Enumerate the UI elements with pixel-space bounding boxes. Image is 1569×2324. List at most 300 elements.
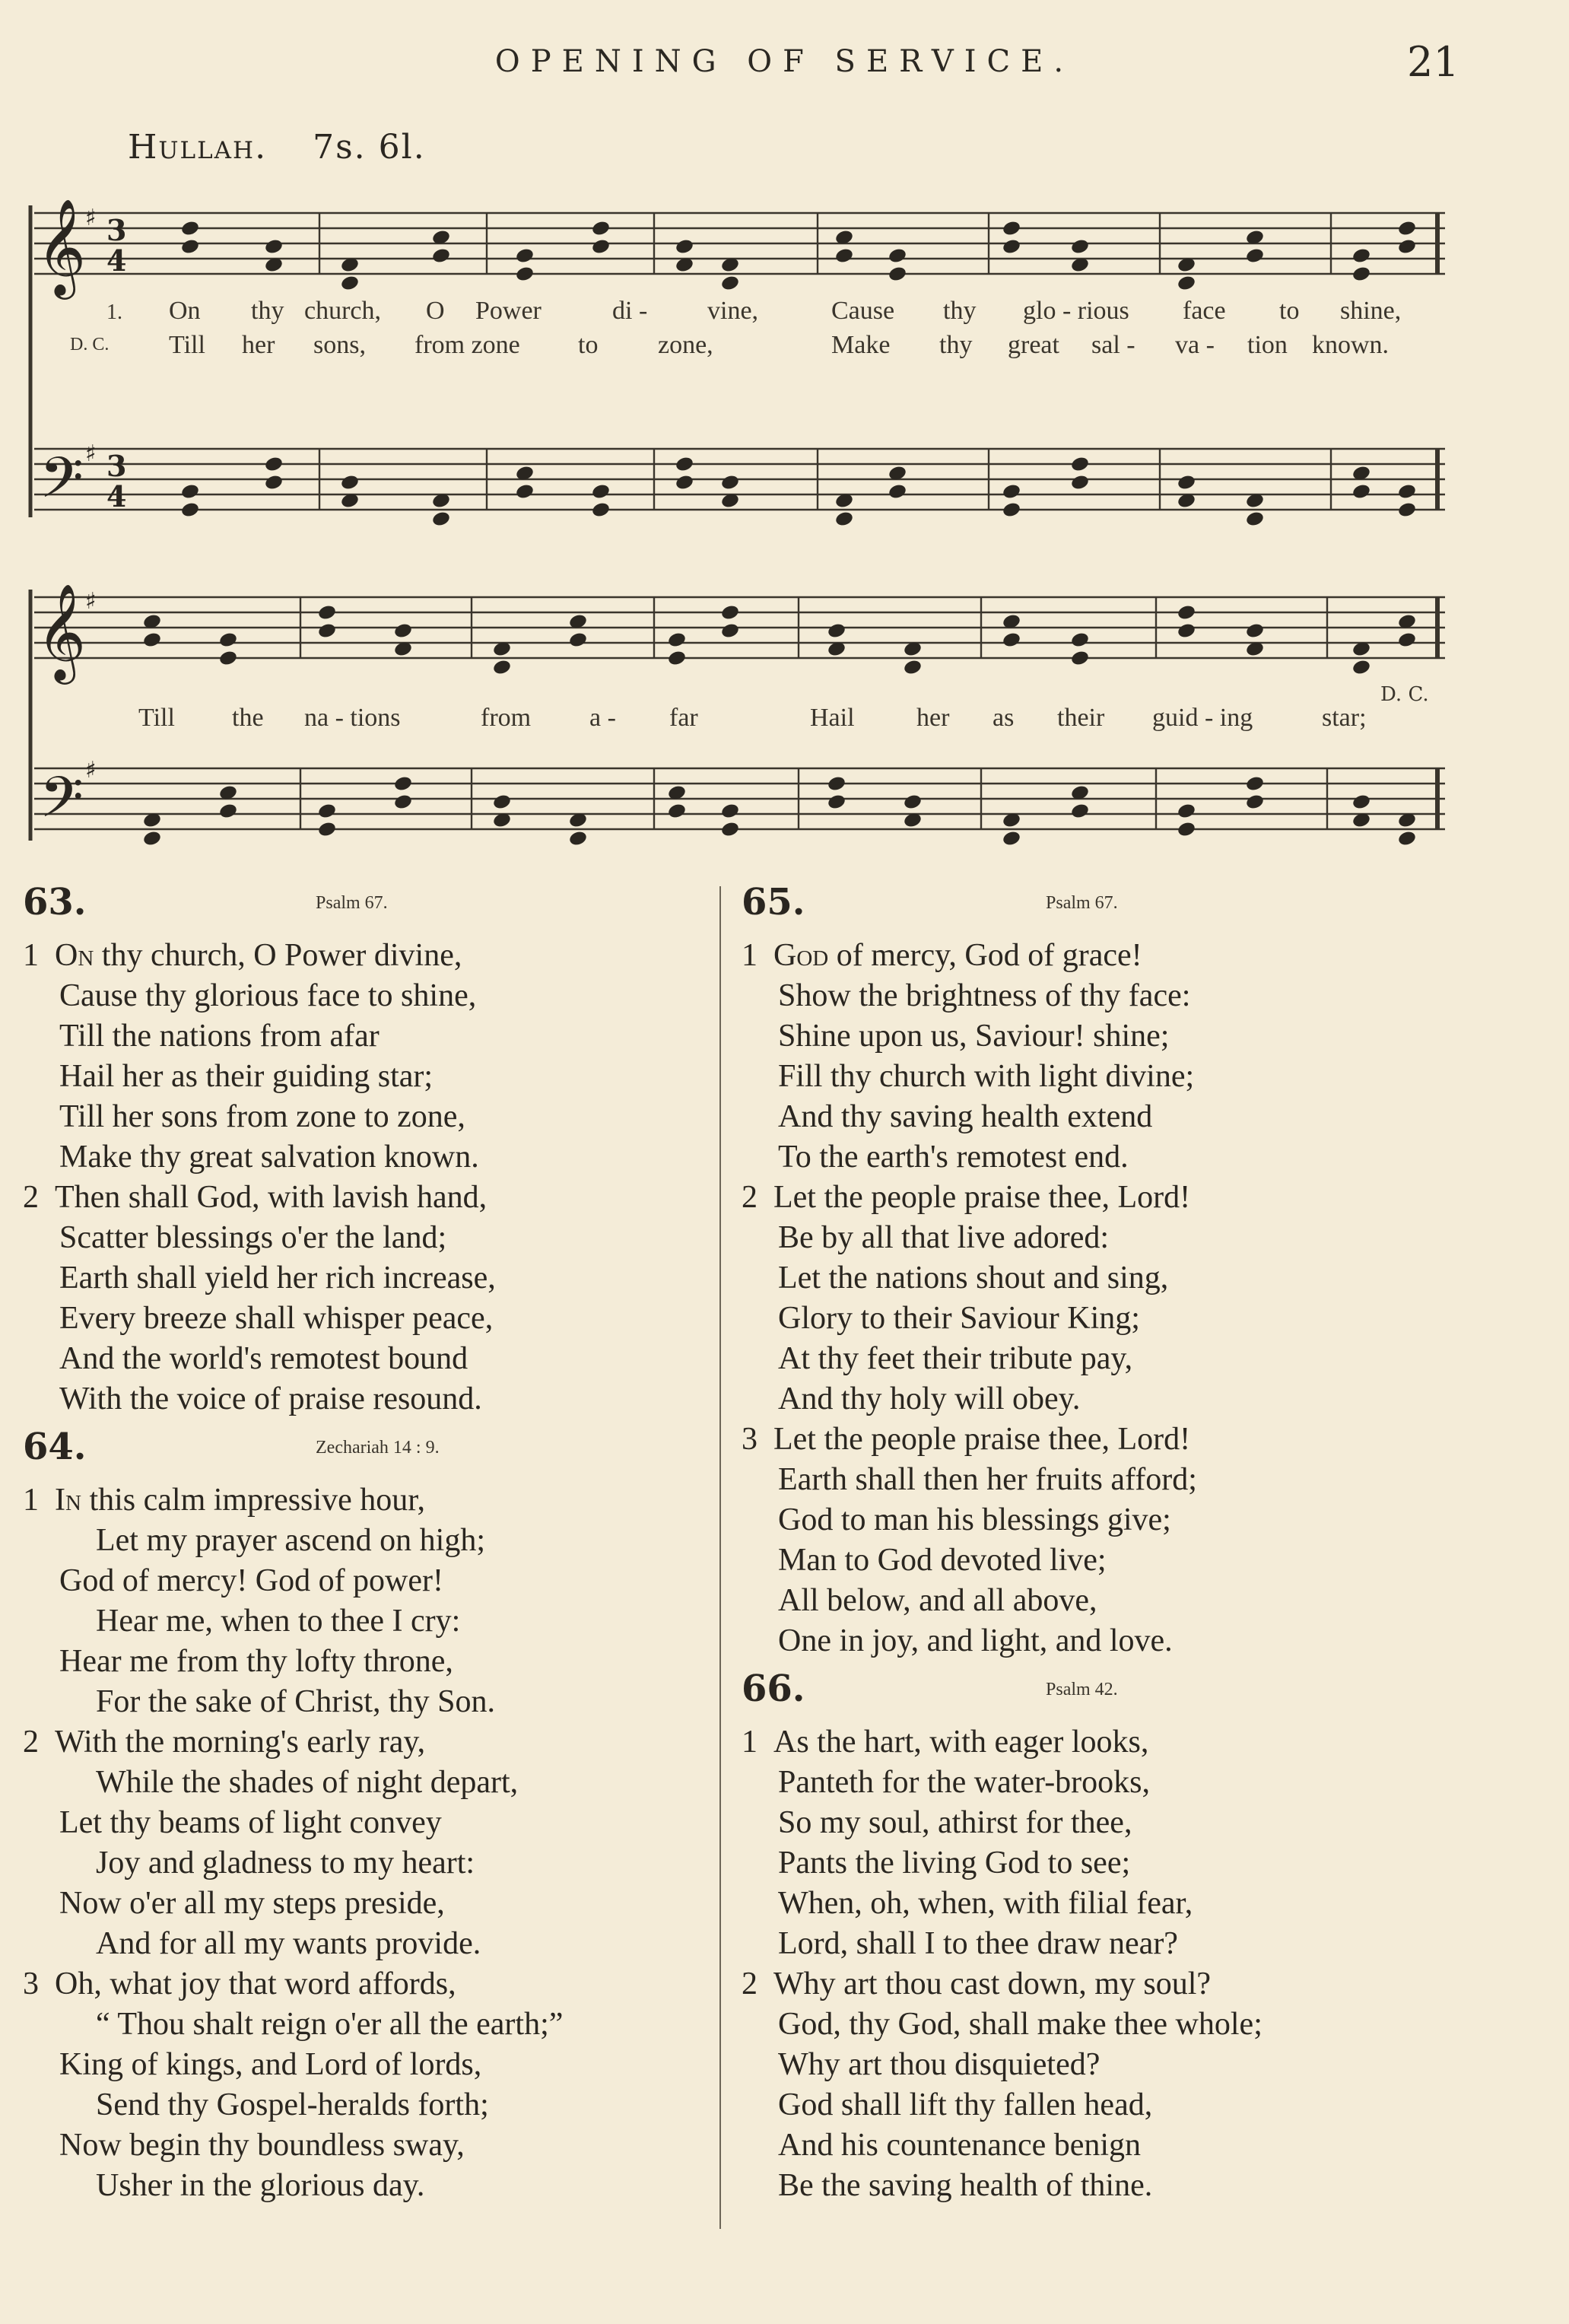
hymn-line-text: Usher in the glorious day. [96,2168,425,2203]
hymn-line [742,1803,1441,1843]
hymn-line [742,1581,1441,1621]
hymn-line-text: For the sake of Christ, thy Son. [96,1684,495,1719]
hymn-line [23,1964,730,2004]
music-score [0,0,1569,875]
notehead [1397,483,1417,501]
first-word: On [55,938,94,973]
notehead [1070,238,1090,256]
hymn-line [23,1803,730,1843]
hymn-line [23,1299,730,1339]
notehead [1397,238,1417,256]
hymn-line-text: Earth shall yield her rich increase, [59,1261,496,1296]
notehead [1397,501,1417,519]
notehead [1177,275,1196,292]
hymn-line [742,976,1441,1016]
hymn-line [742,1097,1441,1137]
hymn-line [742,1137,1441,1178]
hymn-line-text: Fill thy church with light divine; [778,1059,1195,1094]
hymn-line [742,1763,1441,1803]
lyric-syllable: Make [831,331,891,359]
hymn-line-text: So my soul, athirst for thee, [778,1805,1132,1840]
lyric-syllable: shine, [1340,297,1402,325]
hymn-line [742,1924,1441,1964]
hymn-line [742,1964,1441,2004]
hymn-line-text: And for all my wants provide. [96,1926,481,1961]
hymn-line [742,2045,1441,2085]
notehead [180,220,200,237]
lyric-syllable: Power [475,297,542,325]
hymn-line [742,1884,1441,1924]
notehead [1070,803,1090,820]
hymn-line-text: Let the people praise thee, Lord! [773,1180,1191,1215]
hymn-line-text: Why art thou cast down, my soul? [773,1966,1212,2001]
lyric-syllable: from zone [414,331,520,359]
lyric-syllable: Till [138,704,175,732]
hymn-line [23,1178,730,1218]
hymn-line-text: Let my prayer ascend on high; [96,1523,485,1558]
hymn-line [742,1500,1441,1540]
dc-mark-system2: D. C. [1380,683,1429,706]
notehead [827,793,846,811]
hymn-line [23,2166,730,2206]
notehead [1351,483,1371,501]
hymn-line [23,1843,730,1884]
hymn-line [23,1924,730,1964]
hymn-line [742,2085,1441,2125]
hymn-line-text: And his countenance benign [778,2128,1142,2163]
notehead [393,793,413,811]
notehead [142,830,162,847]
stanza-number: 2 [23,1725,39,1760]
hymn-line [23,1218,730,1258]
hymn-line-text: Shine upon us, Saviour! shine; [778,1019,1170,1054]
notehead [264,456,284,473]
notehead [720,604,740,622]
hymn-line-text: Show the brightness of thy face: [778,978,1191,1013]
lyric-syllable: glo - rious [1023,297,1129,325]
hymn-line-text: Make thy great salvation known. [59,1140,479,1175]
notehead [1002,501,1021,519]
stanza [23,936,730,1178]
hymn-heading [742,1661,1441,1722]
svg-text:𝄢: 𝄢 [40,765,84,844]
lyric-syllable: from [481,704,532,732]
notehead [431,510,451,528]
notehead [1177,474,1196,491]
stanza-number: 2 [742,1966,758,2001]
stanza [742,1178,1441,1420]
first-word: In [55,1483,81,1518]
hymn-line-text: All below, and all above, [778,1583,1097,1618]
hymn-line-text: Joy and gladness to my heart: [96,1846,475,1881]
hymn-line [23,1480,730,1521]
hymn-heading [23,1420,730,1480]
notehead [317,622,337,640]
hymn-line [742,1016,1441,1057]
svg-text:♯: ♯ [85,205,97,231]
notehead [903,793,923,811]
hymn-line [742,1460,1441,1500]
hymn-line [742,2125,1441,2166]
lyric-syllable: as [993,704,1015,732]
notehead [888,265,907,283]
notehead [492,659,512,676]
hymn-line [742,936,1441,976]
lyric-syllable: far [669,704,698,732]
notehead [1177,622,1196,640]
stanza-number: 3 [742,1422,758,1457]
hymn-line-text: With the morning's early ray, [55,1725,426,1760]
verse-mark-1: 1. [106,300,122,324]
hymn-line-text: Glory to their Saviour King; [778,1301,1140,1336]
stanza [742,1722,1441,1964]
lyric-syllable: na - tions [304,704,401,732]
notehead [218,631,238,649]
hymn-line [23,1642,730,1682]
notehead [675,238,694,256]
notehead [1397,220,1417,237]
hymn-line [23,1258,730,1299]
hymn-line [23,1339,730,1379]
notehead [264,474,284,491]
lyric-syllable: guid - ing [1152,704,1253,732]
stanza [23,1722,730,1964]
bass-clef-icon: 𝄢 [40,445,84,525]
notehead [568,830,588,847]
hymn-line-text: Hail her as their guiding star; [59,1059,434,1094]
lyric-syllable: Till [169,331,205,359]
notehead [1351,659,1371,676]
hymn-line [23,1884,730,1924]
hymn-line-text: With the voice of praise resound. [59,1381,482,1416]
hymn-line-text: Till her sons from zone to zone, [59,1099,465,1134]
hymn-line [23,1561,730,1601]
hymn-line-text: God to man his blessings give; [778,1502,1171,1537]
hymn-line-text: Be the saving health of thine. [778,2168,1153,2203]
notehead [264,238,284,256]
lyric-syllable: sal - [1091,331,1135,359]
notehead [1245,775,1265,793]
hymn-line [742,1621,1441,1661]
notehead [1177,821,1196,838]
lyric-syllable: va - [1175,331,1215,359]
hymn-line-text: Man to God devoted live; [778,1543,1107,1578]
hymn-line [23,976,730,1016]
hymn-line [742,1379,1441,1420]
hymn-line [23,1521,730,1561]
notehead [393,775,413,793]
hymn-line-text: Hear me, when to thee I cry: [96,1604,461,1639]
svg-text:♯: ♯ [85,588,97,615]
hymn-number: 66. [742,1667,805,1710]
hymn-line [23,1057,730,1097]
lyric-syllable: to [578,331,599,359]
svg-text:3: 3 [106,213,127,247]
hymn-line-text: Earth shall then her fruits afford; [778,1462,1197,1497]
stanza-number: 3 [23,1966,39,2001]
hymn-line [23,1763,730,1803]
treble-clef-icon: 𝄞 [37,198,87,295]
hymn-line-text: And thy holy will obey. [778,1381,1081,1416]
notehead [1002,631,1021,649]
notehead [218,650,238,667]
hymn-line-text: Panteth for the water-brooks, [778,1765,1151,1800]
svg-text:4: 4 [106,243,127,278]
lyric-syllable: star; [1322,704,1367,732]
notehead [720,474,740,491]
lyric-syllable: known. [1312,331,1390,359]
hymn-line [742,1339,1441,1379]
notehead [591,483,611,501]
hymn-line-text: Oh, what joy that word affords, [55,1966,456,2001]
notehead [180,483,200,501]
hymn-line-text: And thy saving health extend [778,1099,1153,1134]
hymn-line-text: Let thy beams of light convey [59,1805,442,1840]
lyric-syllable: her [916,704,950,732]
notehead [720,275,740,292]
lyric-syllable: Hail [810,704,855,732]
lyric-syllable: a - [589,704,616,732]
hymn-line-text: Hear me from thy lofty throne, [59,1644,453,1679]
stanza-number: 1 [742,938,758,973]
svg-text:♯: ♯ [85,440,97,467]
notehead [720,803,740,820]
notehead [180,238,200,256]
notehead [340,275,360,292]
notehead [591,238,611,256]
hymn-line-text: While the shades of night depart, [96,1765,519,1800]
notehead [317,803,337,820]
notehead [720,821,740,838]
hymn-line-text: King of kings, and Lord of lords, [59,2047,482,2082]
notehead [1245,510,1265,528]
notehead [667,803,687,820]
verse-mark-dc: D. C. [70,335,110,354]
hymn-line-text: God of mercy! God of power! [59,1563,444,1598]
notehead [1002,238,1021,256]
stanza-number: 2 [23,1180,39,1215]
hymn-line-text: Lord, shall I to thee draw near? [778,1926,1178,1961]
hymn-line [23,2004,730,2045]
notehead [888,483,907,501]
hymn-line-text: Pants the living God to see; [778,1846,1131,1881]
hymn-line [23,1682,730,1722]
notehead [667,631,687,649]
system2-bass-staff [34,768,1445,829]
hymn-line [742,1722,1441,1763]
lyric-syllable: church, [304,297,382,325]
notehead [667,650,687,667]
running-head: OPENING OF SERVICE. [494,44,1075,79]
notehead [1397,830,1417,847]
stanza [23,1178,730,1420]
hymn-line [23,2125,730,2166]
notehead [903,659,923,676]
hymn-line [23,1379,730,1420]
notehead [834,247,854,265]
notehead [1351,793,1371,811]
hymn-line-text: Why art thou disquieted? [778,2047,1101,2082]
lyric-syllable: her [242,331,275,359]
hymn-line [742,2004,1441,2045]
notehead [515,483,535,501]
hymn-line [23,1601,730,1642]
notehead [1351,265,1371,283]
hymn-line [23,1722,730,1763]
notehead [1177,604,1196,622]
hymn-column-right [742,875,1441,2206]
hymn-line-text: thy church, O Power divine, [94,938,462,973]
notehead [317,604,337,622]
notehead [1070,456,1090,473]
lyric-syllable: thy [943,297,977,325]
lyric-syllable: Cause [831,297,895,325]
system1-bass-staff [34,449,1445,510]
notehead [1002,220,1021,237]
stanza-number: 1 [742,1725,758,1760]
hymn-line-text: Now o'er all my steps preside, [59,1886,445,1921]
hymn-line-text: Scatter blessings o'er the land; [59,1220,447,1255]
hymn-line-text: When, oh, when, with filial fear, [778,1886,1193,1921]
notehead [1177,803,1196,820]
hymn-line [23,1137,730,1178]
notehead [1070,631,1090,649]
hymn-line [742,1420,1441,1460]
stanza-number: 2 [742,1180,758,1215]
notehead [492,793,512,811]
notehead [675,474,694,491]
system1-treble-staff [34,213,1445,274]
notehead [1070,650,1090,667]
hymn-line-text: Every breeze shall whisper peace, [59,1301,494,1336]
stanza [742,1964,1441,2206]
hymn-number: 63. [23,881,87,924]
notehead [1002,830,1021,847]
hymn-line [742,1258,1441,1299]
scripture-reference: Psalm 42. [1046,1680,1118,1699]
hymn-column-left [23,875,730,2206]
hymn-line-text: Till the nations from afar [59,1019,380,1054]
stanza [742,1420,1441,1661]
hymn-line-text: As the hart, with eager looks, [773,1725,1149,1760]
hymn-line [742,1299,1441,1339]
first-word: God [773,938,829,973]
hymn-line-text: Then shall God, with lavish hand, [55,1180,488,1215]
hymn-line [23,2085,730,2125]
notehead [568,631,588,649]
lyric-syllable: thy [251,297,284,325]
page-number: 21 [1407,38,1459,86]
scripture-reference: Psalm 67. [316,893,388,913]
hymn-line [23,2045,730,2085]
notehead [1070,474,1090,491]
svg-text:♯: ♯ [85,757,97,784]
hymn-line [742,1218,1441,1258]
notehead [591,501,611,519]
hymn-heading [742,875,1441,936]
notehead [515,247,535,265]
notehead [142,631,162,649]
notehead [827,622,846,640]
hymn-line [742,1178,1441,1218]
system2-treble-staff [34,597,1445,658]
stanza-number: 1 [23,1483,39,1518]
notehead [827,775,846,793]
lyric-syllable: face [1183,297,1226,325]
notehead [1245,247,1265,265]
stanza-number: 1 [23,938,39,973]
lyric-syllable: tion [1247,331,1288,359]
scripture-reference: Psalm 67. [1046,893,1118,913]
hymn-line-text: of mercy, God of grace! [828,938,1142,973]
notehead [431,247,451,265]
scripture-reference: Zechariah 14 : 9. [316,1438,440,1458]
notehead [834,510,854,528]
hymn-line-text: To the earth's remotest end. [778,1140,1129,1175]
notehead [317,821,337,838]
hymn-line-text: Let the nations shout and sing, [778,1261,1169,1296]
notehead [180,501,200,519]
lyric-syllable: great [1008,331,1059,359]
lyric-syllable: On [169,297,201,325]
lyric-syllable: their [1057,704,1105,732]
notehead [1245,793,1265,811]
svg-text:4: 4 [106,479,127,513]
lyric-syllable: di - [612,297,648,325]
hymn-line-text: Send thy Gospel-heralds forth; [96,2087,489,2122]
tune-name: Hullah. [128,128,268,167]
notehead [888,247,907,265]
lyric-syllable: zone, [658,331,713,359]
hymn-line-text: Now begin thy boundless sway, [59,2128,465,2163]
stanza [23,1480,730,1722]
hymn-line [742,2166,1441,2206]
hymn-line [742,1057,1441,1097]
lyric-syllable: O [426,297,445,325]
lyric-syllable: sons, [313,331,366,359]
hymn-line [23,936,730,976]
notehead [393,622,413,640]
hymn-number: 64. [23,1426,87,1468]
hymn-line-text: And the world's remotest bound [59,1341,468,1376]
notehead [591,220,611,237]
notehead [1245,622,1265,640]
hymn-line-text: At thy feet their tribute pay, [778,1341,1133,1376]
hymn-line-text: One in joy, and light, and love. [778,1623,1173,1658]
notehead [340,474,360,491]
lyric-syllable: vine, [707,297,759,325]
hymn-line [23,1097,730,1137]
stanza [23,1964,730,2206]
tune-meter: 7s. 6l. [313,128,426,167]
notehead [1351,247,1371,265]
notehead [675,456,694,473]
notehead [1397,631,1417,649]
lyric-syllable: thy [939,331,973,359]
hymn-line-text: Let the people praise thee, Lord! [773,1422,1191,1457]
hymn-line [23,1016,730,1057]
hymn-line-text: Cause thy glorious face to shine, [59,978,477,1013]
stanza [742,936,1441,1178]
svg-text:3: 3 [106,449,127,483]
notehead [720,622,740,640]
notehead [515,265,535,283]
hymn-line-text: “ Thou shalt reign o'er all the earth;” [96,2007,564,2042]
lyric-syllable: to [1279,297,1300,325]
hymn-line-text: God shall lift thy fallen head, [778,2087,1153,2122]
hymn-line-text: Be by all that live adored: [778,1220,1110,1255]
hymn-line-text: this calm impressive hour, [81,1483,426,1518]
